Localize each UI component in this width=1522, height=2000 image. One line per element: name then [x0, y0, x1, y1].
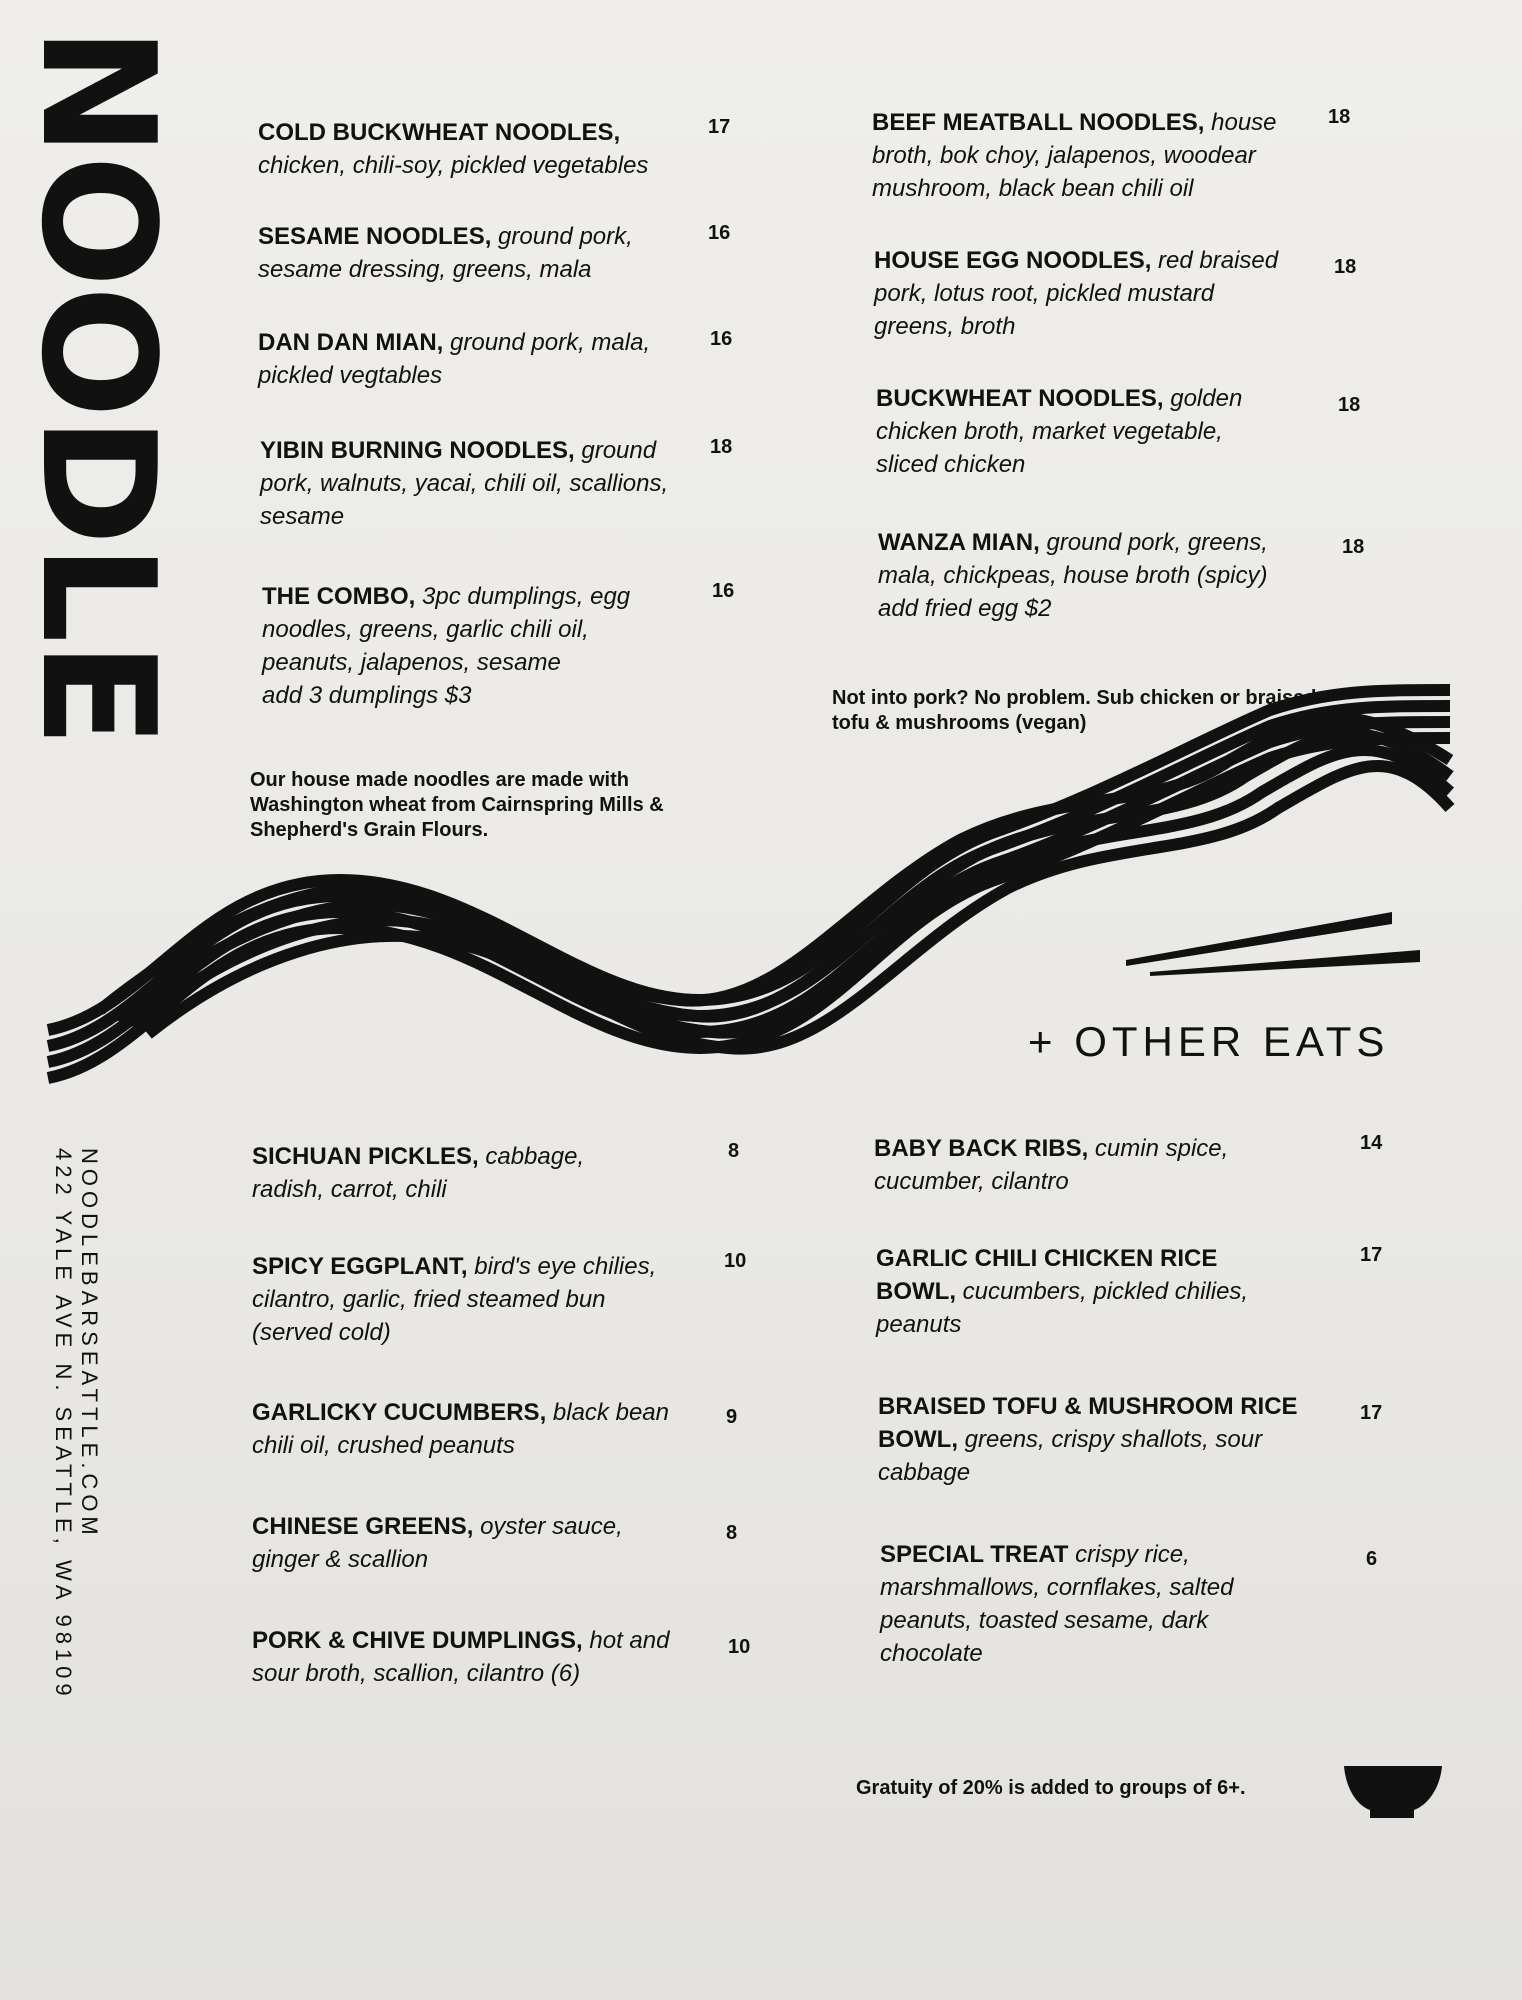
item-price: 14: [1360, 1132, 1383, 1154]
item-desc: cumin spice, cucumber, cilantro: [874, 1135, 1229, 1195]
item-price: 9: [726, 1406, 738, 1428]
menu-item: [252, 1396, 682, 1462]
item-desc: cabbage, radish, carrot, chili: [252, 1143, 585, 1203]
item-price: 17: [1360, 1244, 1383, 1266]
item-desc: black bean chili oil, crushed peanuts: [252, 1399, 669, 1459]
item-name: BEEF MEATBALL NOODLES,: [872, 109, 1205, 136]
item-extra: add fried egg $2: [878, 595, 1052, 622]
item-price: 18: [1328, 106, 1351, 128]
item-price: 10: [724, 1250, 747, 1272]
item-desc: ground pork, walnuts, yacai, chili oil, scallions, sesame: [260, 437, 669, 530]
item-name: WANZA MIAN,: [878, 529, 1040, 556]
item-name: SICHUAN PICKLES,: [252, 1143, 479, 1170]
item-name: HOUSE EGG NOODLES,: [874, 247, 1152, 274]
item-desc: golden chicken broth, market vegetable, sliced chicken: [876, 385, 1243, 478]
website-text: NOODLEBARSEATTLE.COM: [77, 1148, 102, 1540]
menu-item: [876, 1242, 1296, 1341]
item-name: BUCKWHEAT NOODLES,: [876, 385, 1164, 412]
item-price: 18: [1338, 394, 1361, 416]
address-text: 422 YALE AVE N. SEATTLE, WA 98109: [51, 1148, 76, 1701]
item-desc: greens, crispy shallots, sour cabbage: [878, 1426, 1263, 1486]
item-price: 10: [728, 1636, 751, 1658]
item-price: 16: [712, 580, 735, 602]
item-desc: oyster sauce, ginger & scallion: [252, 1513, 623, 1573]
item-name: THE COMBO,: [262, 583, 416, 610]
item-desc: ground pork, mala, pickled vegtables: [258, 329, 651, 389]
item-name: BABY BACK RIBS,: [874, 1135, 1089, 1162]
item-price: 18: [1334, 256, 1357, 278]
menu-item: [880, 1538, 1300, 1670]
item-desc: crispy rice, marshmallows, cornflakes, salted peanuts, toasted sesame, dark chocolate: [880, 1541, 1234, 1667]
item-name: COLD BUCKWHEAT NOODLES,: [258, 119, 621, 146]
item-desc: ground pork, greens, mala, chickpeas, house broth (spicy): [878, 529, 1268, 589]
item-name: BRAISED TOFU & MUSHROOM RICE BOWL,: [878, 1393, 1298, 1453]
pork-sub-note: Not into pork? No problem. Sub chicken or braised tofu & mushrooms (vegan): [832, 687, 1317, 734]
item-price: 8: [726, 1522, 738, 1544]
menu-item: [252, 1510, 672, 1576]
menu-item: [252, 1140, 652, 1206]
menu-item: [878, 1390, 1318, 1489]
item-price: 8: [728, 1140, 740, 1162]
wheat-note: Our house made noodles are made with Washington wheat from Cairnspring Mills & Shepherd's Grain Flours.: [250, 769, 664, 841]
item-name: CHINESE GREENS,: [252, 1513, 474, 1540]
contact-info: [51, 1148, 118, 1748]
gratuity-note: Gratuity of 20% is added to groups of 6+.: [856, 1777, 1246, 1799]
item-desc: 3pc dumplings, egg noodles, greens, garlic chili oil, peanuts, jalapenos, sesame: [262, 583, 631, 676]
menu-item: [874, 1132, 1274, 1198]
item-name: YIBIN BURNING NOODLES,: [260, 437, 575, 464]
item-desc: house broth, bok choy, jalapenos, woodear mushroom, black bean chili oil: [872, 109, 1277, 202]
item-desc: cucumbers, pickled chilies, peanuts: [876, 1278, 1249, 1338]
menu-item: [252, 1624, 712, 1690]
item-price: 16: [708, 222, 731, 244]
item-desc: chicken, chili-soy, pickled vegetables: [258, 152, 649, 179]
item-name: SPICY EGGPLANT,: [252, 1253, 468, 1280]
item-extra: add 3 dumplings $3: [262, 682, 472, 709]
item-name: SPECIAL TREAT: [880, 1541, 1069, 1568]
brand-word: NOODLE: [7, 26, 189, 746]
item-desc: ground pork, sesame dressing, greens, mala: [258, 223, 633, 283]
item-price: 17: [708, 116, 731, 138]
item-desc: hot and sour broth, scallion, cilantro (6): [252, 1627, 670, 1687]
item-price: 16: [710, 328, 733, 350]
menu-item: [252, 1250, 682, 1349]
chopsticks-icon: [1126, 912, 1420, 976]
item-price: 18: [1342, 536, 1365, 558]
item-name: DAN DAN MIAN,: [258, 329, 444, 356]
item-name: PORK & CHIVE DUMPLINGS,: [252, 1627, 583, 1654]
item-name: GARLIC CHILI CHICKEN RICE BOWL,: [876, 1245, 1218, 1305]
item-desc: red braised pork, lotus root, pickled mustard greens, broth: [874, 247, 1279, 340]
section-title: + OTHER EATS: [1028, 1018, 1390, 1065]
item-price: 18: [710, 436, 733, 458]
item-price: 6: [1366, 1548, 1378, 1570]
item-name: SESAME NOODLES,: [258, 223, 492, 250]
item-name: GARLICKY CUCUMBERS,: [252, 1399, 547, 1426]
item-desc: bird's eye chilies, cilantro, garlic, fried steamed bun (served cold): [252, 1253, 657, 1346]
item-price: 17: [1360, 1402, 1383, 1424]
